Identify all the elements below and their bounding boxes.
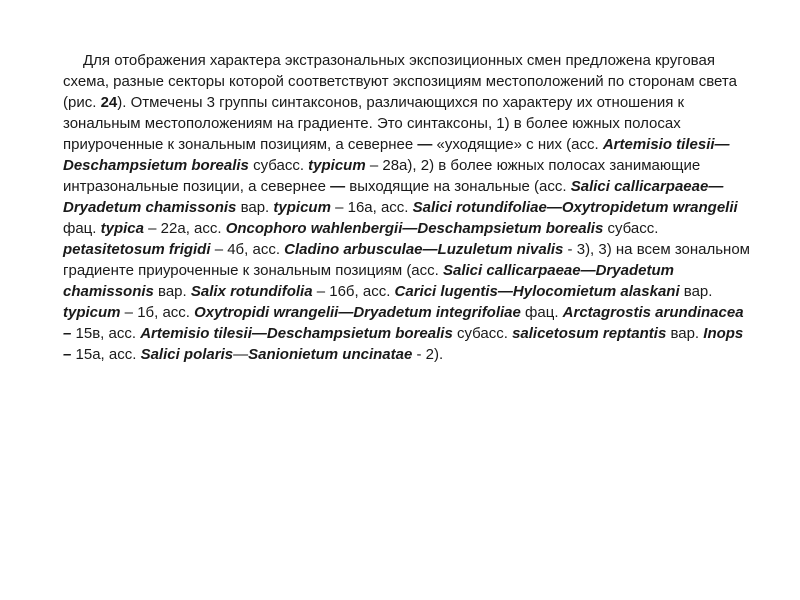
text-run: – 1б, асс.: [120, 304, 195, 321]
text-run: – 16б, асс.: [312, 283, 395, 300]
text-run: фац.: [520, 304, 563, 321]
text-run: «уходящие» с них (асс.: [432, 136, 603, 153]
syntaxon-name: Salix rotundifolia: [190, 283, 313, 300]
figure-number: 24: [100, 94, 118, 111]
syntaxon-name: Cladino arbusculae—Luzuletum nivalis: [284, 241, 564, 258]
text-run: 15в, асс.: [71, 325, 141, 342]
text-run: - 2).: [412, 346, 444, 363]
syntaxon-name: Salici callicarpaeae—Dryadetum chamissonis: [63, 178, 724, 216]
syntaxon-name: typicum: [308, 157, 366, 174]
syntaxon-name: Artemisio tilesii—Deschampsietum borealis: [63, 136, 730, 174]
dash: —: [233, 346, 249, 363]
syntaxon-name: Salici polaris: [140, 346, 234, 363]
syntaxon-name: petasitetosum frigidi: [63, 241, 211, 258]
syntaxon-name: Artemisio tilesii—Deschampsietum borealis: [140, 325, 453, 342]
text-run: 15а, асс.: [71, 346, 141, 363]
text-run: – 4б, асс.: [210, 241, 285, 258]
dash: —: [417, 136, 433, 153]
text-run: фац.: [63, 220, 101, 237]
syntaxon-name: Arctagrostis arundinacea –: [63, 304, 744, 342]
syntaxon-name: typicum: [273, 199, 331, 216]
text-run: - 3), 3) на всем зональном градиенте приуроченные к зональным позициям (асс.: [63, 241, 750, 279]
syntaxon-name: Salici callicarpaeae—Dryadetum chamissonis: [63, 262, 674, 300]
body-paragraph: [63, 50, 753, 365]
text-run: вар.: [236, 199, 274, 216]
syntaxon-name: Carici lugentis—Hylocomietum alaskani: [394, 283, 680, 300]
text-run: вар.: [666, 325, 704, 342]
syntaxon-name: Inops –: [63, 325, 744, 363]
syntaxon-name: Salici rotundifoliae—Oxytropidetum wrangelii: [412, 199, 738, 216]
text-run: Для отображения характера экстразональных экспозиционных смен предложена круговая схема, разные секторы которой соответствуют экспозициям местоположений по сторонам света (рис.: [63, 52, 737, 111]
syntaxon-name: Sanionietum uncinatae: [248, 346, 413, 363]
text-run: вар.: [153, 283, 191, 300]
text-run: – 28а), 2) в более южных полосах занимающие интразональные позиции, а севернее: [63, 157, 701, 195]
dash: —: [330, 178, 346, 195]
syntaxon-name: Oxytropidi wrangelii—Dryadetum integrifoliae: [194, 304, 521, 321]
syntaxon-name: typica: [100, 220, 144, 237]
syntaxon-name: typicum: [63, 304, 121, 321]
text-run: вар.: [679, 283, 713, 300]
text-run: – 16а, асс.: [330, 199, 413, 216]
text-run: – 22а, асс.: [143, 220, 226, 237]
syntaxon-name: Oncophoro wahlenbergii—Deschampsietum borealis: [225, 220, 604, 237]
text-run: выходящие на зональные (асс.: [345, 178, 571, 195]
text-run: субасс.: [452, 325, 513, 342]
text-run: субасс.: [248, 157, 309, 174]
text-run: субасс.: [603, 220, 659, 237]
syntaxon-name: salicetosum reptantis: [512, 325, 667, 342]
text-run: ). Отмечены 3 группы синтаксонов, различающихся по характеру их отношения к зональным местоположениям на градиенте. Это синтаксоны, 1) в более южных полосах приуроченные к зональным позициям, а севернее: [63, 94, 685, 153]
